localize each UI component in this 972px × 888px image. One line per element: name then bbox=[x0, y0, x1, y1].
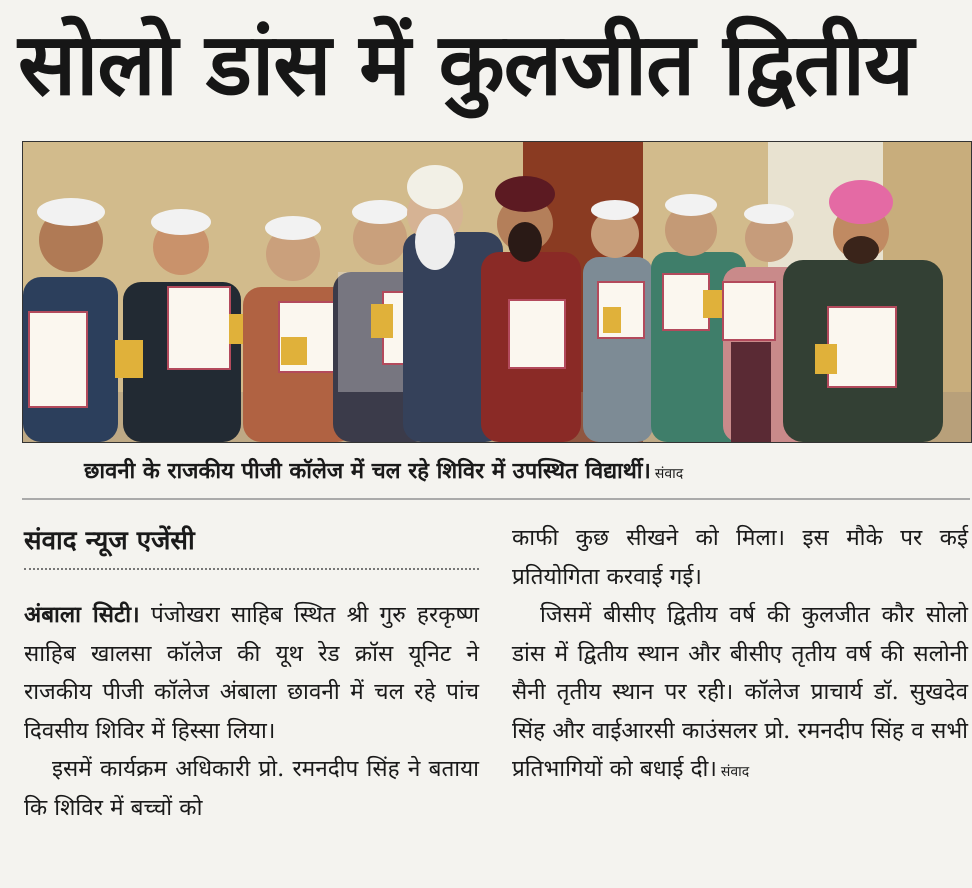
article-column-right bbox=[512, 519, 968, 792]
group-photo-illustration bbox=[23, 142, 971, 442]
article-credit: संवाद bbox=[720, 764, 750, 780]
paragraph: इसमें कार्यक्रम अधिकारी प्रो. रमनदीप सिंह ने बताया कि शिविर में बच्चों को bbox=[24, 756, 479, 821]
caption-text: छावनी के राजकीय पीजी कॉलेज में चल रहे शिविर में उपस्थित विद्यार्थी। bbox=[84, 459, 651, 484]
byline: संवाद न्यूज एजेंसी bbox=[24, 526, 195, 556]
group-photo bbox=[22, 141, 972, 443]
dateline: अंबाला सिटी। bbox=[24, 602, 140, 628]
paragraph bbox=[512, 596, 968, 792]
divider bbox=[22, 498, 970, 500]
photo-caption bbox=[84, 452, 964, 492]
headline: सोलो डांस में कुलजीत द्वितीय bbox=[18, 15, 913, 115]
paragraph-text: जिसमें बीसीए द्वितीय वर्ष की कुलजीत कौर सोलो डांस में द्वितीय स्थान और बीसीए तृतीय वर्ष की सलोनी सैनी तृतीय स्थान पर रही। कॉलेज प्राचार्य डॉ. सुखदेव सिंह और वाईआरसी काउंसलर प्रो. रमनदीप सिंह व सभी प्रतिभागियों को बधाई दी। bbox=[512, 602, 968, 782]
paragraph: काफी कुछ सीखने को मिला। इस मौके पर कई प्रतियोगिता करवाई गई। bbox=[512, 525, 968, 590]
caption-credit: संवाद bbox=[654, 466, 684, 482]
byline-divider bbox=[24, 568, 479, 570]
paragraph-text: पंजोखरा साहिब स्थित श्री गुरु हरकृष्ण साहिब खालसा कॉलेज की यूथ रेड क्रॉस यूनिट ने राजकीय पीजी कॉलेज अंबाला छावनी में चल रहे पांच दिवसीय शिविर में हिस्सा लिया। bbox=[24, 602, 479, 744]
article-column-left bbox=[24, 596, 479, 827]
paragraph bbox=[24, 596, 479, 750]
